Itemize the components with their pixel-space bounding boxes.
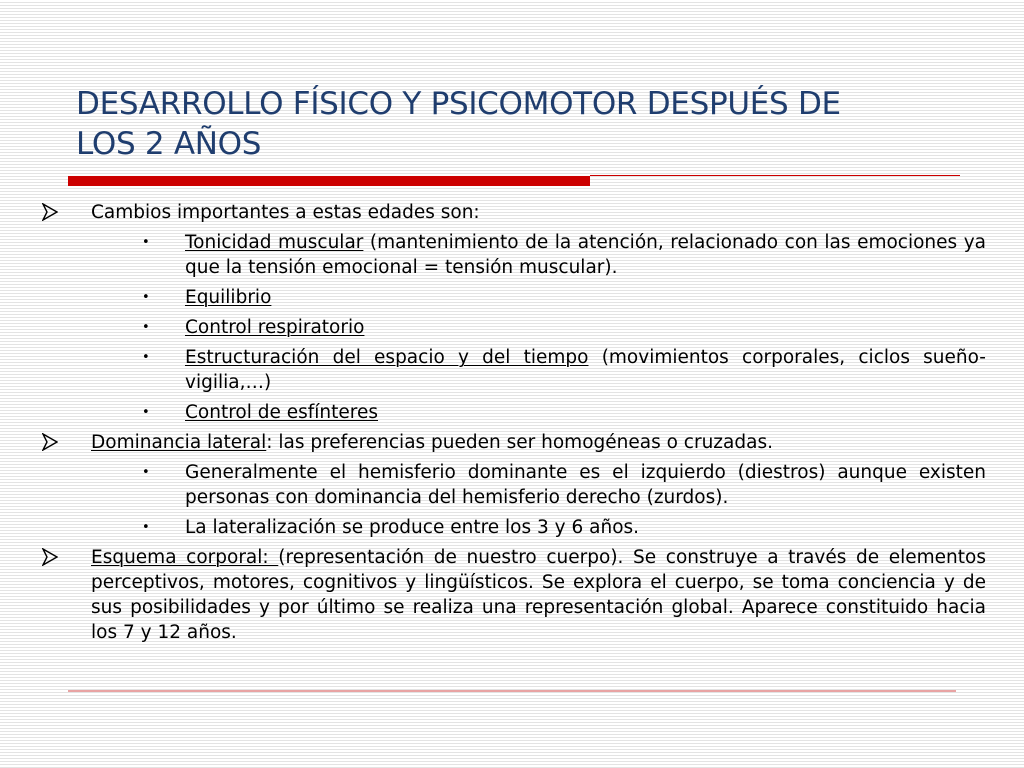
sub-bullet-lateralizacion bbox=[42, 515, 986, 540]
sub-bullet-equilibrio bbox=[42, 285, 986, 310]
slide-content bbox=[42, 200, 986, 645]
sub-bullet-estructuracion bbox=[42, 345, 986, 395]
bullet-dot-icon: • bbox=[142, 350, 150, 365]
bullet-dot-icon: • bbox=[142, 465, 150, 480]
arrow-right-icon bbox=[42, 433, 58, 451]
slide-title-line-2: LOS 2 AÑOS bbox=[76, 126, 262, 162]
title-accent-line bbox=[590, 175, 960, 176]
term-underlined: Esquema corporal: bbox=[91, 547, 279, 568]
bullet-dot-icon: • bbox=[142, 405, 150, 420]
term-underlined: Equilibrio bbox=[185, 287, 272, 308]
bullet-text bbox=[91, 430, 986, 455]
term-underlined: Estructuración del espacio y del tiempo bbox=[185, 347, 589, 368]
bullet-text bbox=[91, 545, 986, 645]
term-underlined: Tonicidad muscular bbox=[185, 232, 364, 253]
bullet-dot-icon: • bbox=[142, 320, 150, 335]
sub-bullet-control-respiratorio bbox=[42, 315, 986, 340]
term-underlined: Dominancia lateral bbox=[91, 432, 267, 453]
term-description: : las preferencias pueden ser homogéneas o cruzadas. bbox=[266, 432, 773, 453]
term-underlined: Control de esfínteres bbox=[185, 402, 379, 423]
sub-bullet-hemisferio bbox=[42, 460, 986, 510]
bullet-cambios bbox=[42, 200, 986, 225]
bullet-dot-icon: • bbox=[142, 235, 150, 250]
slide-title bbox=[76, 84, 976, 164]
sub-bullet-text: Generalmente el hemisferio dominante es el izquierdo (diestros) aunque existen personas con dominancia del hemisferio derecho (zurdos). bbox=[185, 462, 986, 508]
footer-divider bbox=[68, 690, 956, 692]
sub-bullet-control-esfinteres bbox=[42, 400, 986, 425]
bullet-esquema-corporal bbox=[42, 545, 986, 645]
title-accent-bar bbox=[68, 176, 590, 186]
term-description: (representación de nuestro cuerpo). Se construye a través de elementos perceptivos, motores, cognitivos y lingüísticos. Se explora el cuerpo, se toma conciencia y de sus posibilidades y por último se realiza una representación global. Aparece constituido hacia los 7 y 12 años. bbox=[91, 547, 986, 643]
term-description: (movimientos corporales, ciclos sueño-vigilia,…) bbox=[185, 347, 986, 393]
arrow-right-icon bbox=[42, 203, 58, 221]
bullet-dot-icon: • bbox=[142, 290, 150, 305]
sub-bullet-tonicidad bbox=[42, 230, 986, 280]
arrow-right-icon bbox=[42, 548, 58, 566]
term-description: (mantenimiento de la atención, relacionado con las emociones ya que la tensión emocional = tensión muscular). bbox=[185, 232, 986, 278]
bullet-dot-icon: • bbox=[142, 520, 150, 535]
sub-bullet-text: La lateralización se produce entre los 3 y 6 años. bbox=[185, 517, 640, 538]
bullet-text: Cambios importantes a estas edades son: bbox=[91, 202, 480, 223]
term-underlined: Control respiratorio bbox=[185, 317, 365, 338]
bullet-dominancia-lateral bbox=[42, 430, 986, 455]
slide-title-line-1: DESARROLLO FÍSICO Y PSICOMOTOR DESPUÉS DE bbox=[76, 86, 841, 122]
